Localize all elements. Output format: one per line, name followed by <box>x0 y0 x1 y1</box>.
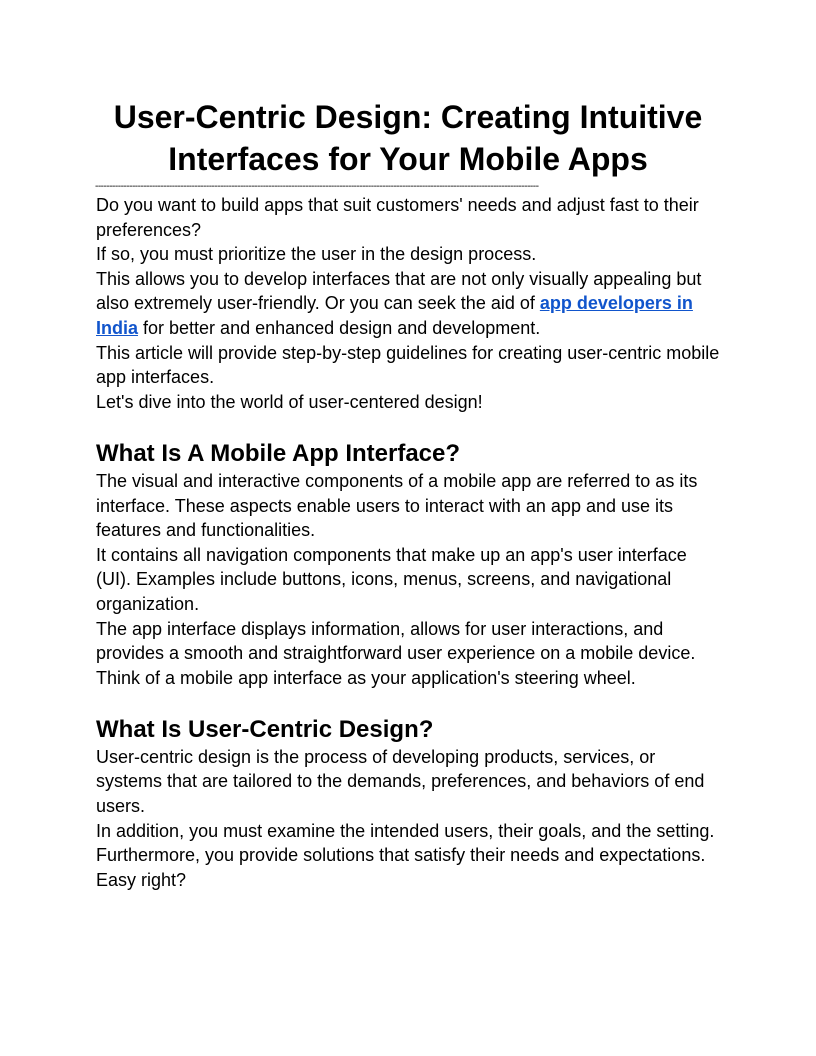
section-2-paragraph-3: Easy right? <box>96 869 187 890</box>
intro-paragraph-3 <box>96 267 720 341</box>
section-2-paragraph-2: In addition, you must examine the intended users, their goals, and the setting. Furthermore, you provide solutions that satisfy their needs and expectations. <box>96 820 715 866</box>
intro-paragraph-3-text-before: This allows you to develop interfaces that are not only visually appealing but also extremely user-friendly. Or you can seek the aid of <box>96 268 702 314</box>
section-1-paragraph-4: Think of a mobile app interface as your application's steering wheel. <box>96 667 636 688</box>
section-1-paragraph-2: It contains all navigation components that make up an app's user interface (UI). Examples include buttons, icons, menus, screens, and navigational organization. <box>96 544 687 614</box>
document-title: User-Centric Design: Creating Intuitive Interfaces for Your Mobile Apps <box>113 99 703 177</box>
intro-paragraph-4: This article will provide step-by-step guidelines for creating user-centric mobile app interfaces. <box>96 342 720 388</box>
intro-paragraph-3-text-after: for better and enhanced design and development. <box>138 317 541 338</box>
section-spacer <box>96 414 720 439</box>
intro-paragraph-1: Do you want to build apps that suit customers' needs and adjust fast to their preferences? <box>96 195 699 240</box>
section-1-paragraph-3: The app interface displays information, allows for user interactions, and provides a smooth and straightforward user experience on a mobile device. <box>96 618 696 664</box>
intro-paragraph-2: If so, you must prioritize the user in the design process. <box>96 244 537 265</box>
document-page <box>96 96 720 892</box>
section-2-heading: What Is User-Centric Design? <box>96 715 434 743</box>
title-divider: ------------------------------------------------------------------------------------------------------------------------------------------------------------ <box>95 181 539 192</box>
app-developers-india-link[interactable]: app developers in India <box>96 293 693 338</box>
section-1-heading: What Is A Mobile App Interface? <box>96 439 461 467</box>
section-1-paragraph-1: The visual and interactive components of a mobile app are referred to as its interface. These aspects enable users to interact with an app and use its features and functionalities. <box>96 470 698 541</box>
section-2-paragraph-1: User-centric design is the process of developing products, services, or systems that are tailored to the demands, preferences, and behaviors of end users. <box>96 746 705 817</box>
section-spacer <box>96 690 720 715</box>
intro-paragraph-5: Let's dive into the world of user-centered design! <box>96 391 483 412</box>
